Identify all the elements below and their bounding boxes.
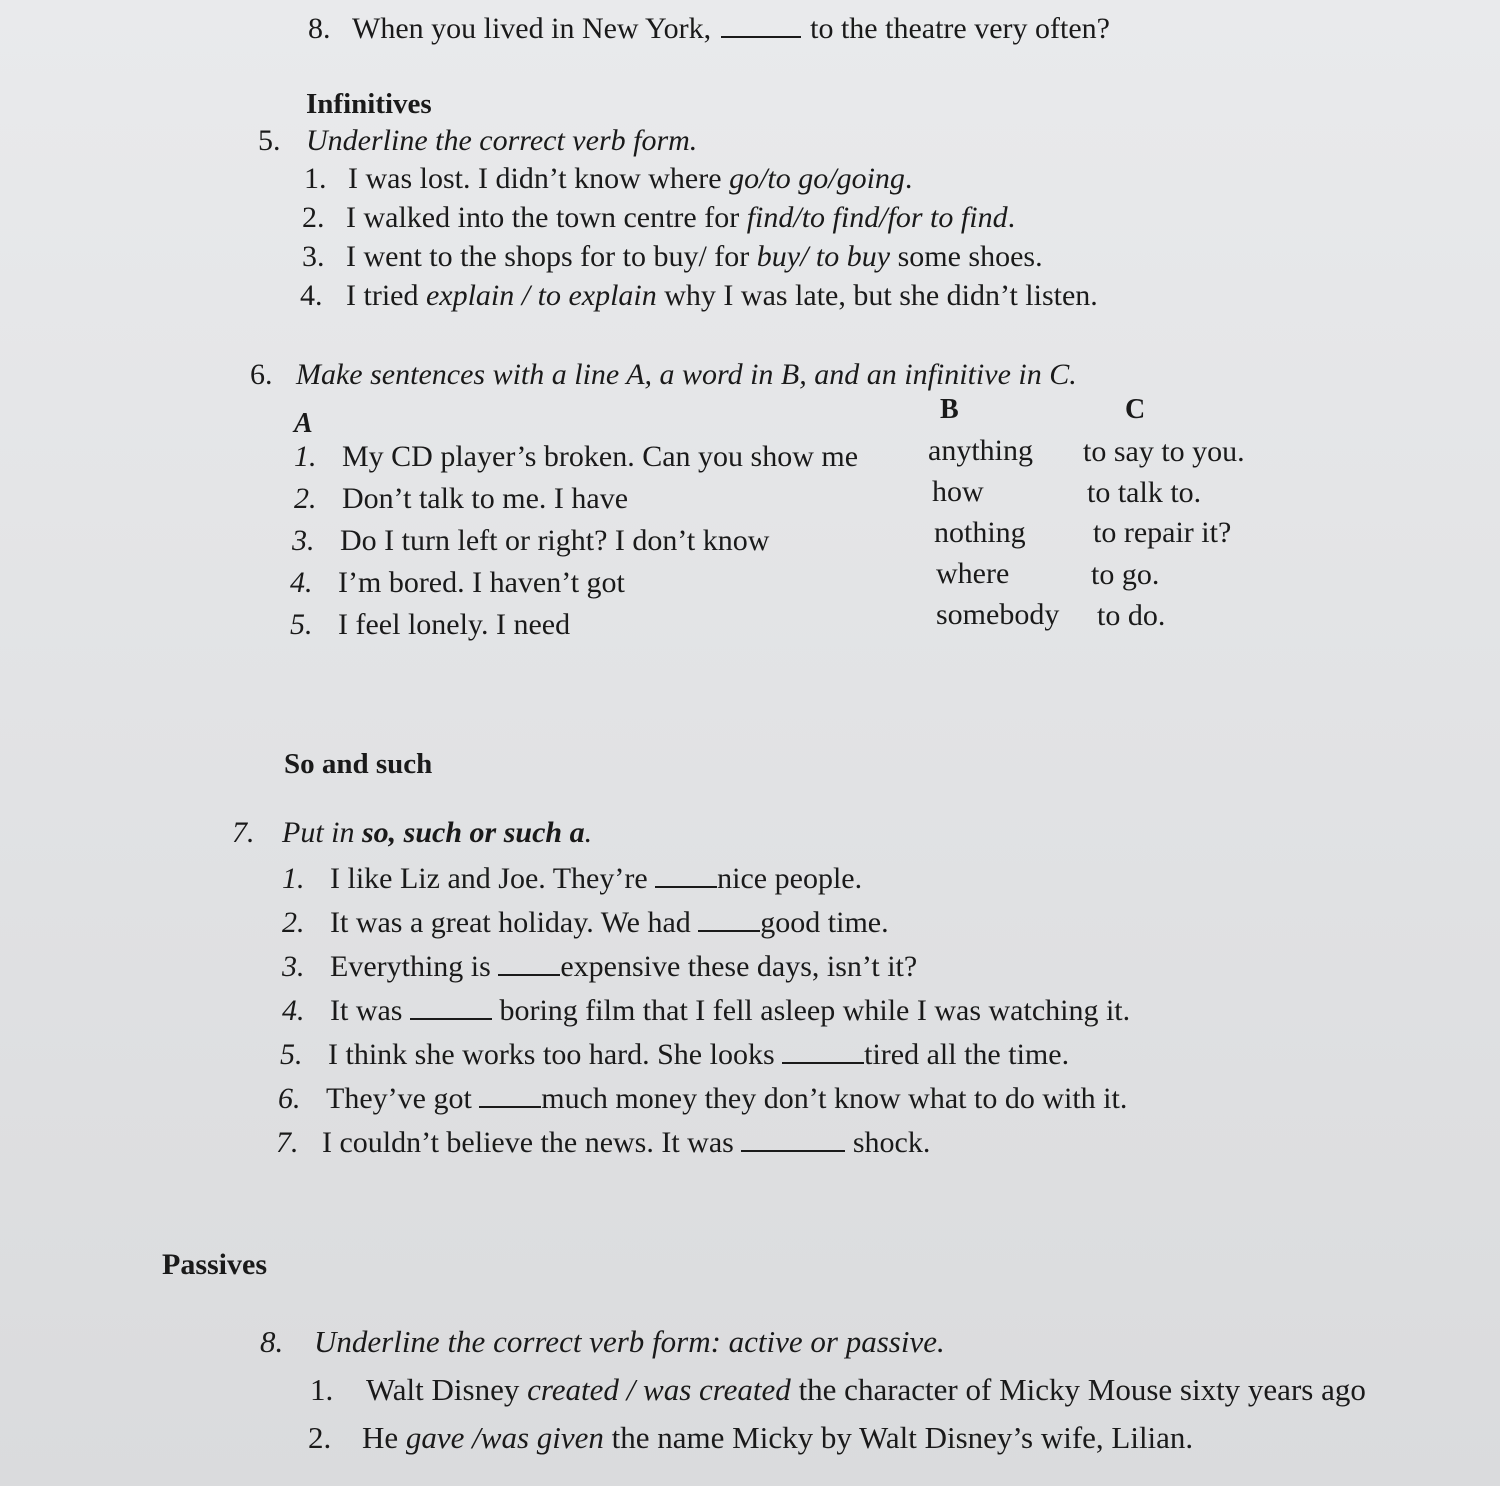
item-number: 6. (278, 1082, 301, 1115)
item-text-pre: I couldn’t believe the news. It was (322, 1126, 742, 1159)
item-text-post: boring film that I fell asleep while I was watching it. (491, 994, 1131, 1027)
verb-options[interactable]: explain / to explain (425, 279, 657, 312)
item-text-post: tired all the time. (864, 1038, 1070, 1071)
item-text: Don’t talk to me. I have (342, 482, 629, 515)
exercise-7-instruction (232, 818, 592, 848)
verb-options[interactable]: gave /was given (405, 1420, 604, 1455)
ex7-item (282, 860, 862, 894)
column-b-item[interactable]: how (932, 475, 984, 508)
exercise-number: 8. (260, 1324, 284, 1359)
ex5-item (300, 281, 1098, 311)
column-b-item[interactable]: nothing (934, 516, 1026, 549)
item-text-post: some shoes. (890, 240, 1043, 273)
column-c-item[interactable]: to do. (1097, 599, 1166, 632)
ex7-item (282, 904, 889, 938)
ex7-item (282, 992, 1130, 1026)
verb-options[interactable]: go/to go/going (729, 162, 905, 195)
item-text-pre: I tried (346, 279, 426, 312)
item-text-pre: I think she works too hard. She looks (328, 1038, 783, 1071)
item-text: I’m bored. I haven’t got (338, 566, 625, 599)
item-text: I feel lonely. I need (338, 608, 571, 641)
column-c-item[interactable]: to go. (1091, 558, 1160, 591)
exercise-8-instruction (260, 1326, 945, 1357)
column-a-item (294, 442, 858, 472)
column-heading-c: C (1125, 394, 1146, 425)
answer-blank[interactable] (782, 1036, 864, 1064)
item-text-pre: Everything is (330, 950, 499, 983)
item-text-post: . (1007, 201, 1016, 234)
item-text-pre: He (362, 1420, 406, 1455)
ex7-item (278, 1080, 1127, 1114)
item-text-pre: They’ve got (326, 1082, 480, 1115)
column-a-item (292, 526, 769, 556)
item-text: Do I turn left or right? I don’t know (340, 524, 770, 557)
column-a-item (290, 568, 625, 598)
top-item (308, 10, 1110, 44)
item-text-pre: I walked into the town centre for (346, 201, 747, 234)
answer-blank[interactable] (498, 948, 560, 976)
ex8-item (310, 1374, 1366, 1405)
section-heading-passives: Passives (162, 1248, 267, 1281)
answer-blank[interactable] (698, 904, 760, 932)
item-text-pre: I like Liz and Joe. They’re (330, 862, 656, 895)
item-number: 1. (304, 162, 327, 195)
column-heading-a: A (294, 408, 313, 439)
item-number: 3. (282, 950, 305, 983)
ex5-item (302, 203, 1015, 233)
item-text: My CD player’s broken. Can you show me (342, 440, 859, 473)
item-text-pre: It was a great holiday. We had (330, 906, 699, 939)
instruction-keywords: so, such or such a (362, 816, 585, 849)
section-heading-infinitives: Infinitives (306, 88, 432, 120)
ex7-item (280, 1036, 1069, 1070)
instruction-end: . (584, 816, 593, 849)
item-number: 2. (302, 201, 325, 234)
item-number: 2. (308, 1420, 332, 1455)
item-number: 5. (290, 608, 313, 641)
item-text-post: good time. (760, 906, 889, 939)
exercise-number: 7. (232, 816, 255, 849)
item-text-post: shock. (845, 1126, 931, 1159)
item-text-post: nice people. (717, 862, 863, 895)
answer-blank[interactable] (655, 860, 717, 888)
item-text-post: . (904, 162, 913, 195)
item-text-pre: Walt Disney (366, 1372, 528, 1407)
column-c-item[interactable]: to say to you. (1083, 435, 1245, 468)
exercise-number: 6. (250, 358, 273, 391)
item-number: 4. (282, 994, 305, 1027)
column-b-item[interactable]: where (936, 557, 1010, 590)
item-number: 2. (282, 906, 305, 939)
item-number: 1. (282, 862, 305, 895)
verb-options[interactable]: find/to find/for to find (746, 201, 1008, 234)
exercise-number: 5. (258, 124, 281, 157)
instruction-text: Underline the correct verb form. (306, 124, 698, 157)
answer-blank[interactable] (479, 1080, 541, 1108)
exercise-6-instruction (250, 360, 1077, 390)
ex7-item (276, 1124, 930, 1158)
item-number: 2. (294, 482, 317, 515)
ex7-item (282, 948, 917, 982)
item-number: 3. (302, 240, 325, 273)
answer-blank[interactable] (741, 1124, 845, 1152)
item-number: 4. (300, 279, 323, 312)
ex5-item (302, 242, 1043, 272)
column-a-item (290, 610, 570, 640)
item-number: 3. (292, 524, 315, 557)
item-text-post: why I was late, but she didn’t listen. (656, 279, 1098, 312)
item-number: 1. (294, 440, 317, 473)
exercise-5-instruction (258, 126, 697, 156)
ex8-item (308, 1422, 1193, 1453)
item-number: 7. (276, 1126, 299, 1159)
item-number: 1. (310, 1372, 334, 1407)
item-text-before: When you lived in New York, (352, 12, 712, 45)
ex5-item (304, 164, 912, 194)
column-b-item[interactable]: anything (928, 434, 1033, 467)
item-text-post: much money they don’t know what to do with it. (541, 1082, 1128, 1115)
column-heading-b: B (940, 394, 959, 425)
instruction-text: Put in (282, 816, 362, 849)
verb-options[interactable]: buy/ to buy (756, 240, 891, 273)
item-text-post: expensive these days, isn’t it? (560, 950, 918, 983)
column-a-item (294, 484, 628, 514)
item-number: 4. (290, 566, 313, 599)
column-c-item[interactable]: to repair it? (1093, 516, 1232, 549)
column-b-item[interactable]: somebody (936, 598, 1060, 631)
answer-blank[interactable] (721, 10, 801, 38)
section-heading-so-such: So and such (284, 748, 433, 780)
item-text-pre: It was (330, 994, 410, 1027)
instruction-text: Underline the correct verb form: active or passive. (314, 1324, 945, 1359)
answer-blank[interactable] (410, 992, 492, 1020)
item-text-pre: I went to the shops for to buy/ for (346, 240, 757, 273)
item-text-post: the name Micky by Walt Disney’s wife, Lilian. (603, 1420, 1194, 1455)
item-text-after: to the theatre very often? (810, 12, 1110, 45)
item-number: 5. (280, 1038, 303, 1071)
instruction-text: Make sentences with a line A, a word in B, and an infinitive in C. (296, 358, 1077, 391)
item-text-post: the character of Micky Mouse sixty years ago (790, 1372, 1366, 1407)
column-c-item[interactable]: to talk to. (1087, 476, 1202, 509)
item-number: 8. (308, 12, 331, 45)
verb-options[interactable]: created / was created (527, 1372, 791, 1407)
item-text-pre: I was lost. I didn’t know where (348, 162, 730, 195)
